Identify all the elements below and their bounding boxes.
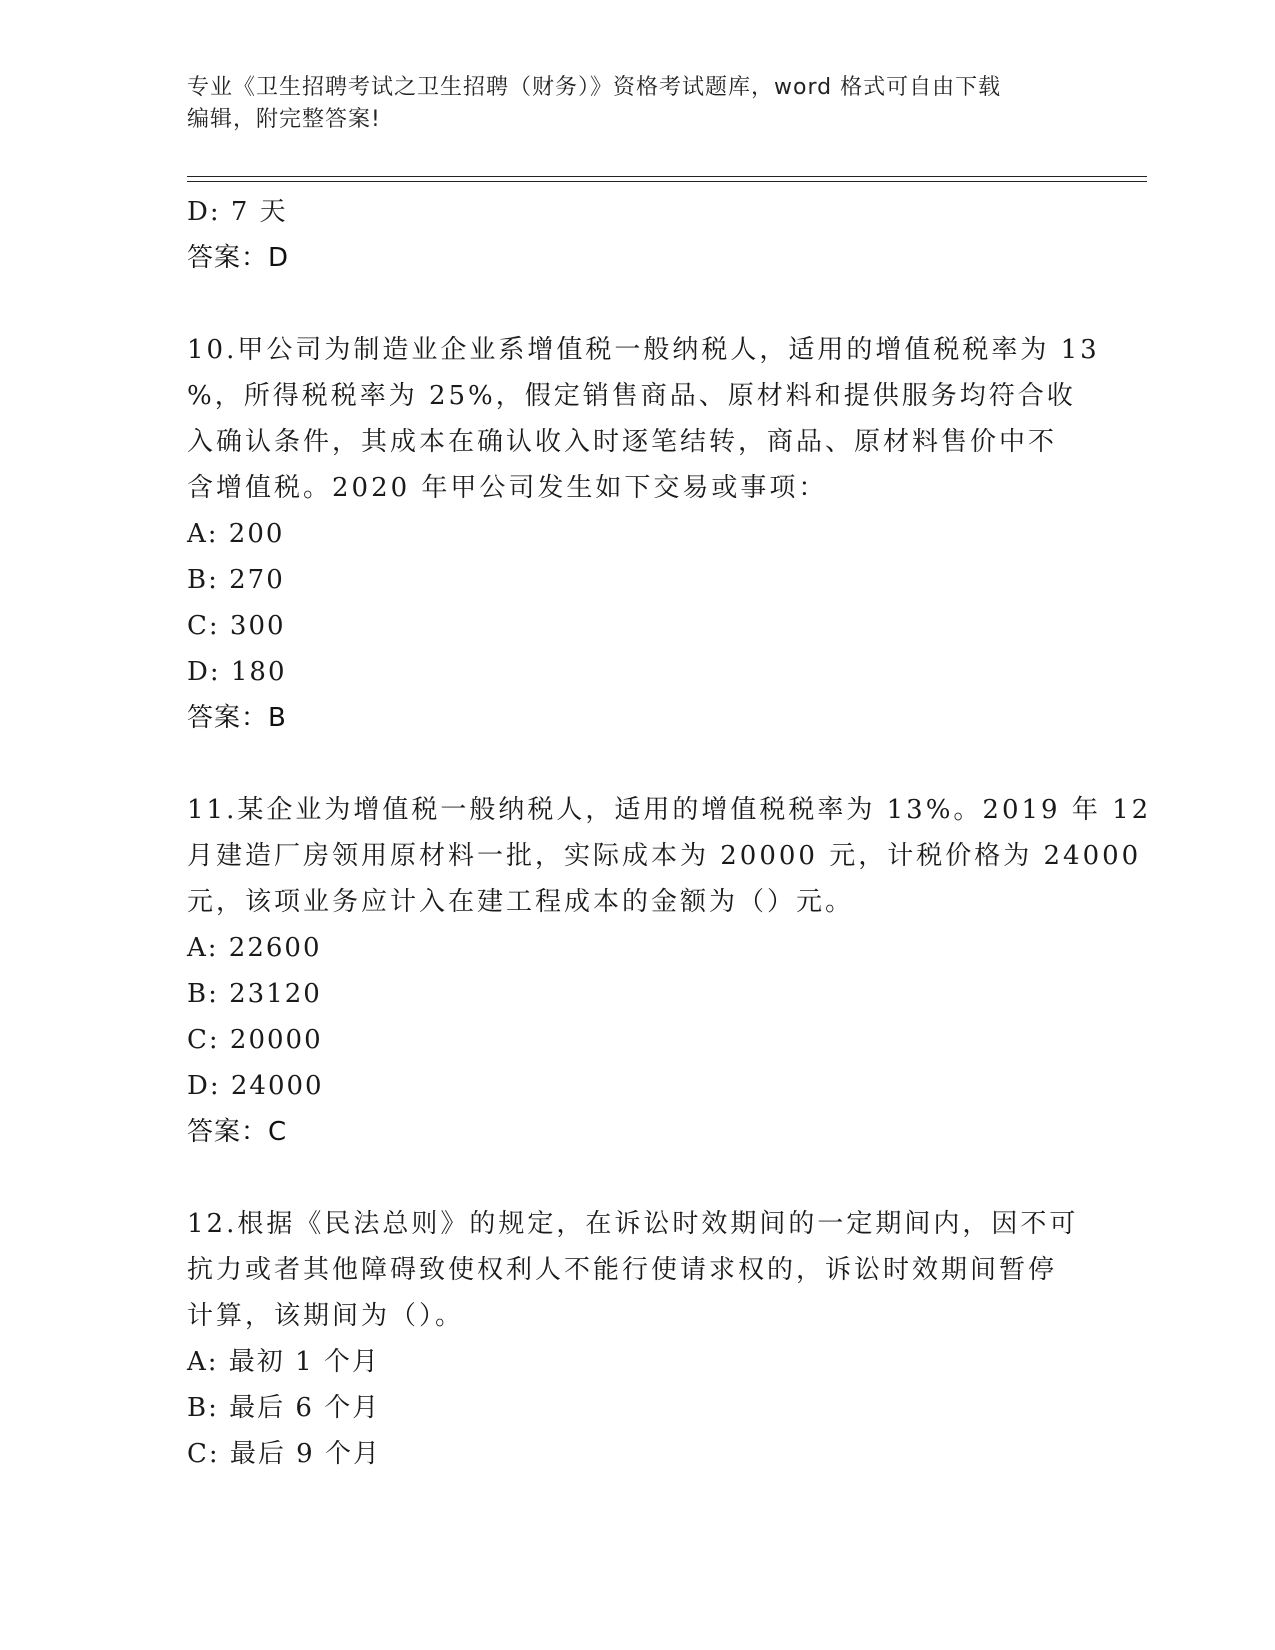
option-a: A: 22600: [187, 933, 322, 963]
answer-line: 答案：C: [187, 1117, 288, 1147]
question-text-line: 计算，该期间为（）。: [187, 1301, 465, 1331]
question-list: [187, 189, 1152, 1477]
option-a: A: 200: [187, 519, 285, 549]
question-text-line: 10.甲公司为制造业企业系增值税一般纳税人，适用的增值税税率为 13: [187, 335, 1100, 365]
option-d: D: 7 天: [187, 197, 288, 227]
previous-question-tail: [187, 189, 1087, 281]
option-d: D: 24000: [187, 1071, 324, 1101]
question-text-line: 11.某企业为增值税一般纳税人，适用的增值税税率为 13%。2019 年 12: [187, 795, 1152, 825]
document-header: [187, 72, 1067, 136]
question-10: [187, 327, 1100, 741]
option-d: D: 180: [187, 657, 287, 687]
spacer: [187, 1155, 1087, 1201]
question-text-line: 12.根据《民法总则》的规定，在诉讼时效期间的一定期间内，因不可: [187, 1209, 1079, 1239]
option-b: B: 23120: [187, 979, 322, 1009]
question-12: [187, 1201, 1087, 1477]
option-a: A: 最初 1 个月: [187, 1347, 380, 1377]
question-text-line: 含增值税。2020 年甲公司发生如下交易或事项：: [187, 473, 828, 503]
question-text-line: 入确认条件，其成本在确认收入时逐笔结转，商品、原材料售价中不: [187, 427, 1058, 457]
spacer: [187, 281, 1087, 327]
option-c: C: 最后 9 个月: [187, 1439, 381, 1469]
question-text-line: 月建造厂房领用原材料一批，实际成本为 20000 元，计税价格为 24000: [187, 841, 1142, 871]
header-divider-top: [187, 176, 1147, 177]
question-text-line: 抗力或者其他障碍致使权利人不能行使请求权的，诉讼时效期间暂停: [187, 1255, 1058, 1285]
spacer: [187, 741, 1087, 787]
option-b: B: 270: [187, 565, 285, 595]
answer-line: 答案：D: [187, 243, 290, 273]
question-11: [187, 787, 1152, 1155]
header-line-2: 编辑，附完整答案!: [187, 107, 381, 132]
header-divider-bottom: [187, 181, 1147, 182]
option-c: C: 300: [187, 611, 286, 641]
question-text-line: 元，该项业务应计入在建工程成本的金额为（）元。: [187, 887, 855, 917]
header-line-1: 专业《卫生招聘考试之卫生招聘（财务）》资格考试题库，word 格式可自由下载: [187, 75, 1002, 100]
option-b: B: 最后 6 个月: [187, 1393, 381, 1423]
question-text-line: %，所得税税率为 25%，假定销售商品、原材料和提供服务均符合收: [187, 381, 1076, 411]
answer-line: 答案：B: [187, 703, 287, 733]
option-c: C: 20000: [187, 1025, 323, 1055]
